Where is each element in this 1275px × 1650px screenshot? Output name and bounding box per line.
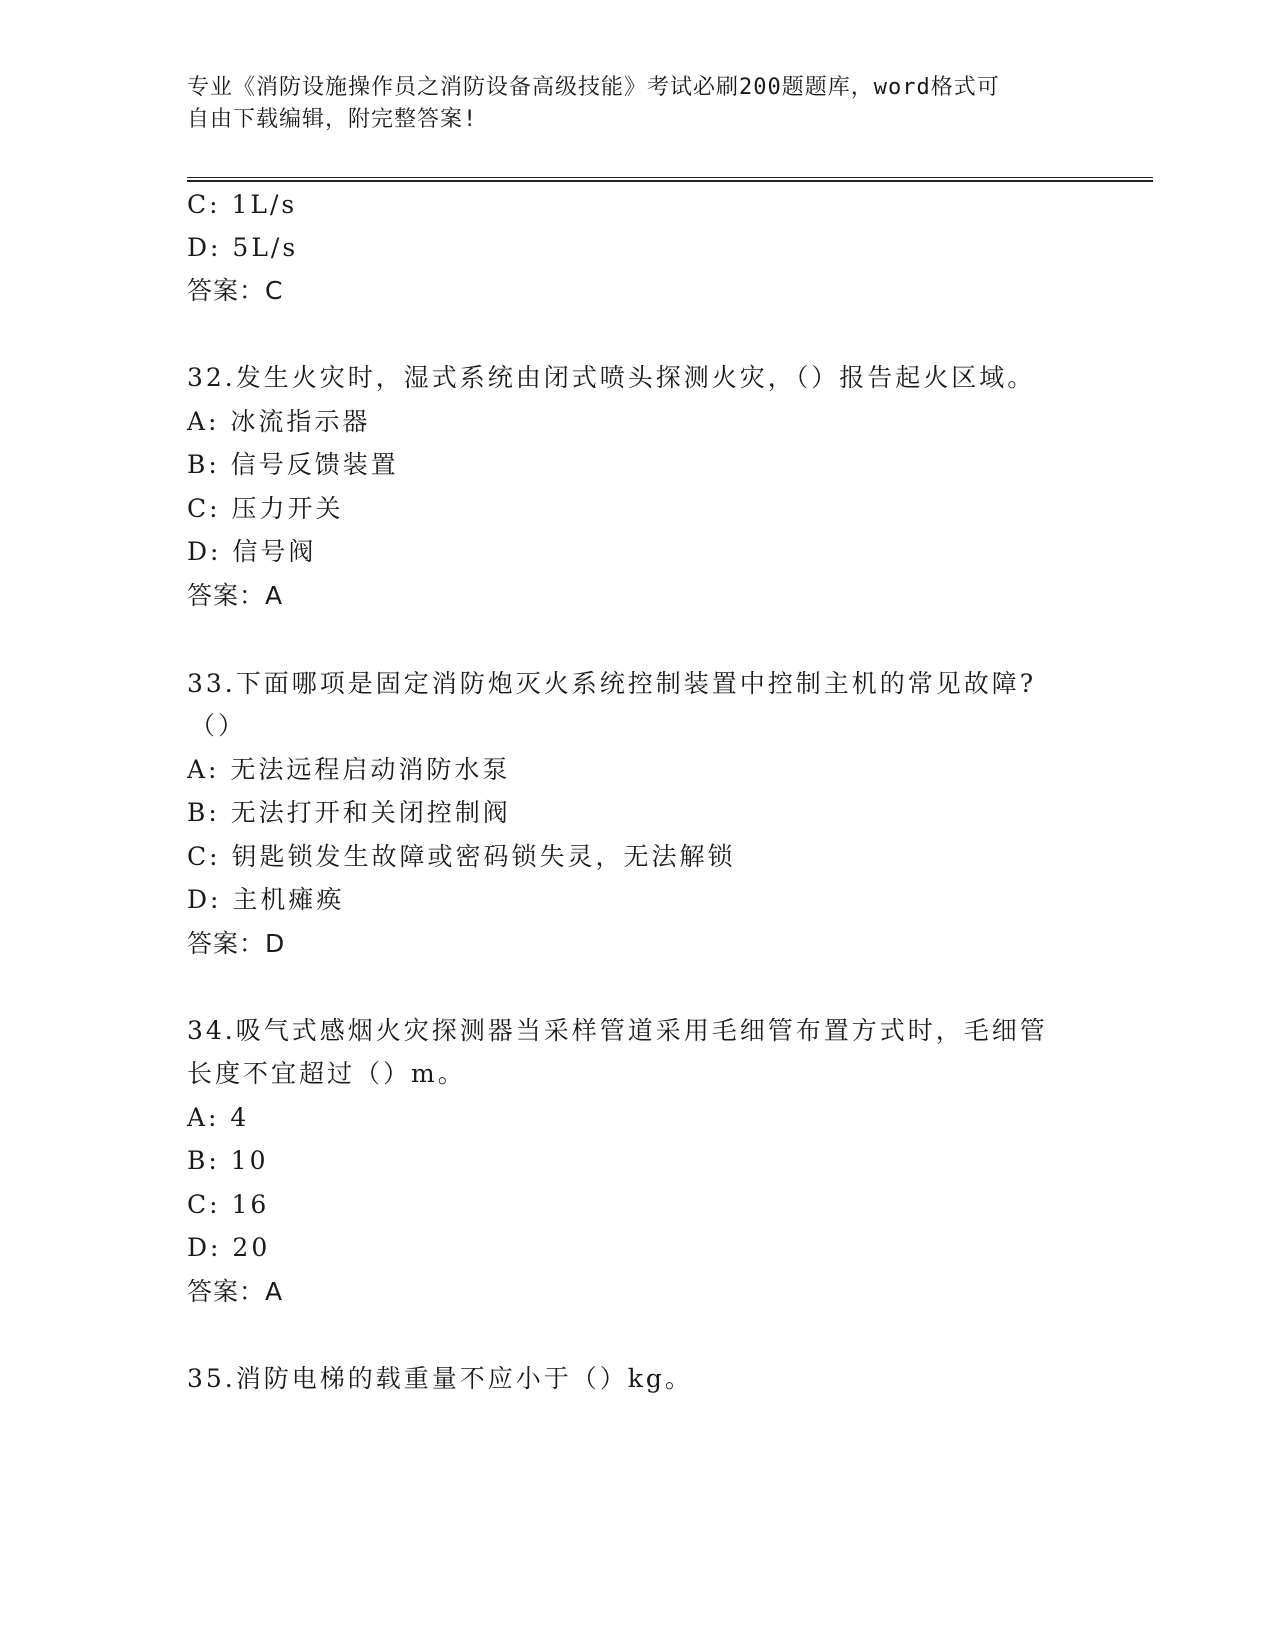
q33-stem-line-1: 33.下面哪项是固定消防炮灭火系统控制装置中控制主机的常见故障?	[187, 669, 1037, 698]
q33-stem-line-2: （）	[190, 711, 247, 740]
q33-option-c: C: 钥匙锁发生故障或密码锁失灵，无法解锁	[187, 842, 736, 871]
header-line-1: 专业《消防设施操作员之消防设备高级技能》考试必刷200题题库，word格式可	[187, 75, 1000, 100]
q33-option-a: A: 无法远程启动消防水泵	[187, 755, 511, 784]
q34-option-c: C: 16	[187, 1190, 270, 1219]
q34-stem-line-1: 34.吸气式感烟火灾探测器当采样管道采用毛细管布置方式时，毛细管	[187, 1016, 1048, 1045]
q32-option-a: A: 冰流指示器	[187, 407, 371, 436]
prev-option-d: D: 5L/s	[187, 233, 299, 262]
q32-answer: 答案：A	[187, 581, 284, 610]
q34-option-b: B: 10	[187, 1146, 269, 1175]
prev-answer: 答案：C	[187, 276, 284, 305]
q35-stem: 35.消防电梯的载重量不应小于（）kg。	[187, 1364, 693, 1393]
q33-answer: 答案：D	[187, 929, 286, 958]
header-line-2: 自由下载编辑，附完整答案!	[187, 107, 478, 132]
q32-option-c: C: 压力开关	[187, 494, 344, 523]
q33-option-d: D: 主机瘫痪	[187, 885, 345, 914]
q32-option-d: D: 信号阀	[187, 537, 317, 566]
q32-stem: 32.发生火灾时，湿式系统由闭式喷头探测火灾，（）报告起火区域。	[187, 363, 1036, 392]
prev-option-c: C: 1L/s	[187, 190, 298, 219]
q34-option-a: A: 4	[187, 1103, 250, 1132]
q34-answer: 答案：A	[187, 1277, 284, 1306]
document-header	[187, 72, 1067, 136]
q32-option-b: B: 信号反馈装置	[187, 450, 399, 479]
q33-option-b: B: 无法打开和关闭控制阀	[187, 798, 511, 827]
header-divider	[187, 177, 1153, 182]
q34-option-d: D: 20	[187, 1233, 271, 1262]
q34-stem-line-2: 长度不宜超过（）m。	[187, 1059, 466, 1088]
